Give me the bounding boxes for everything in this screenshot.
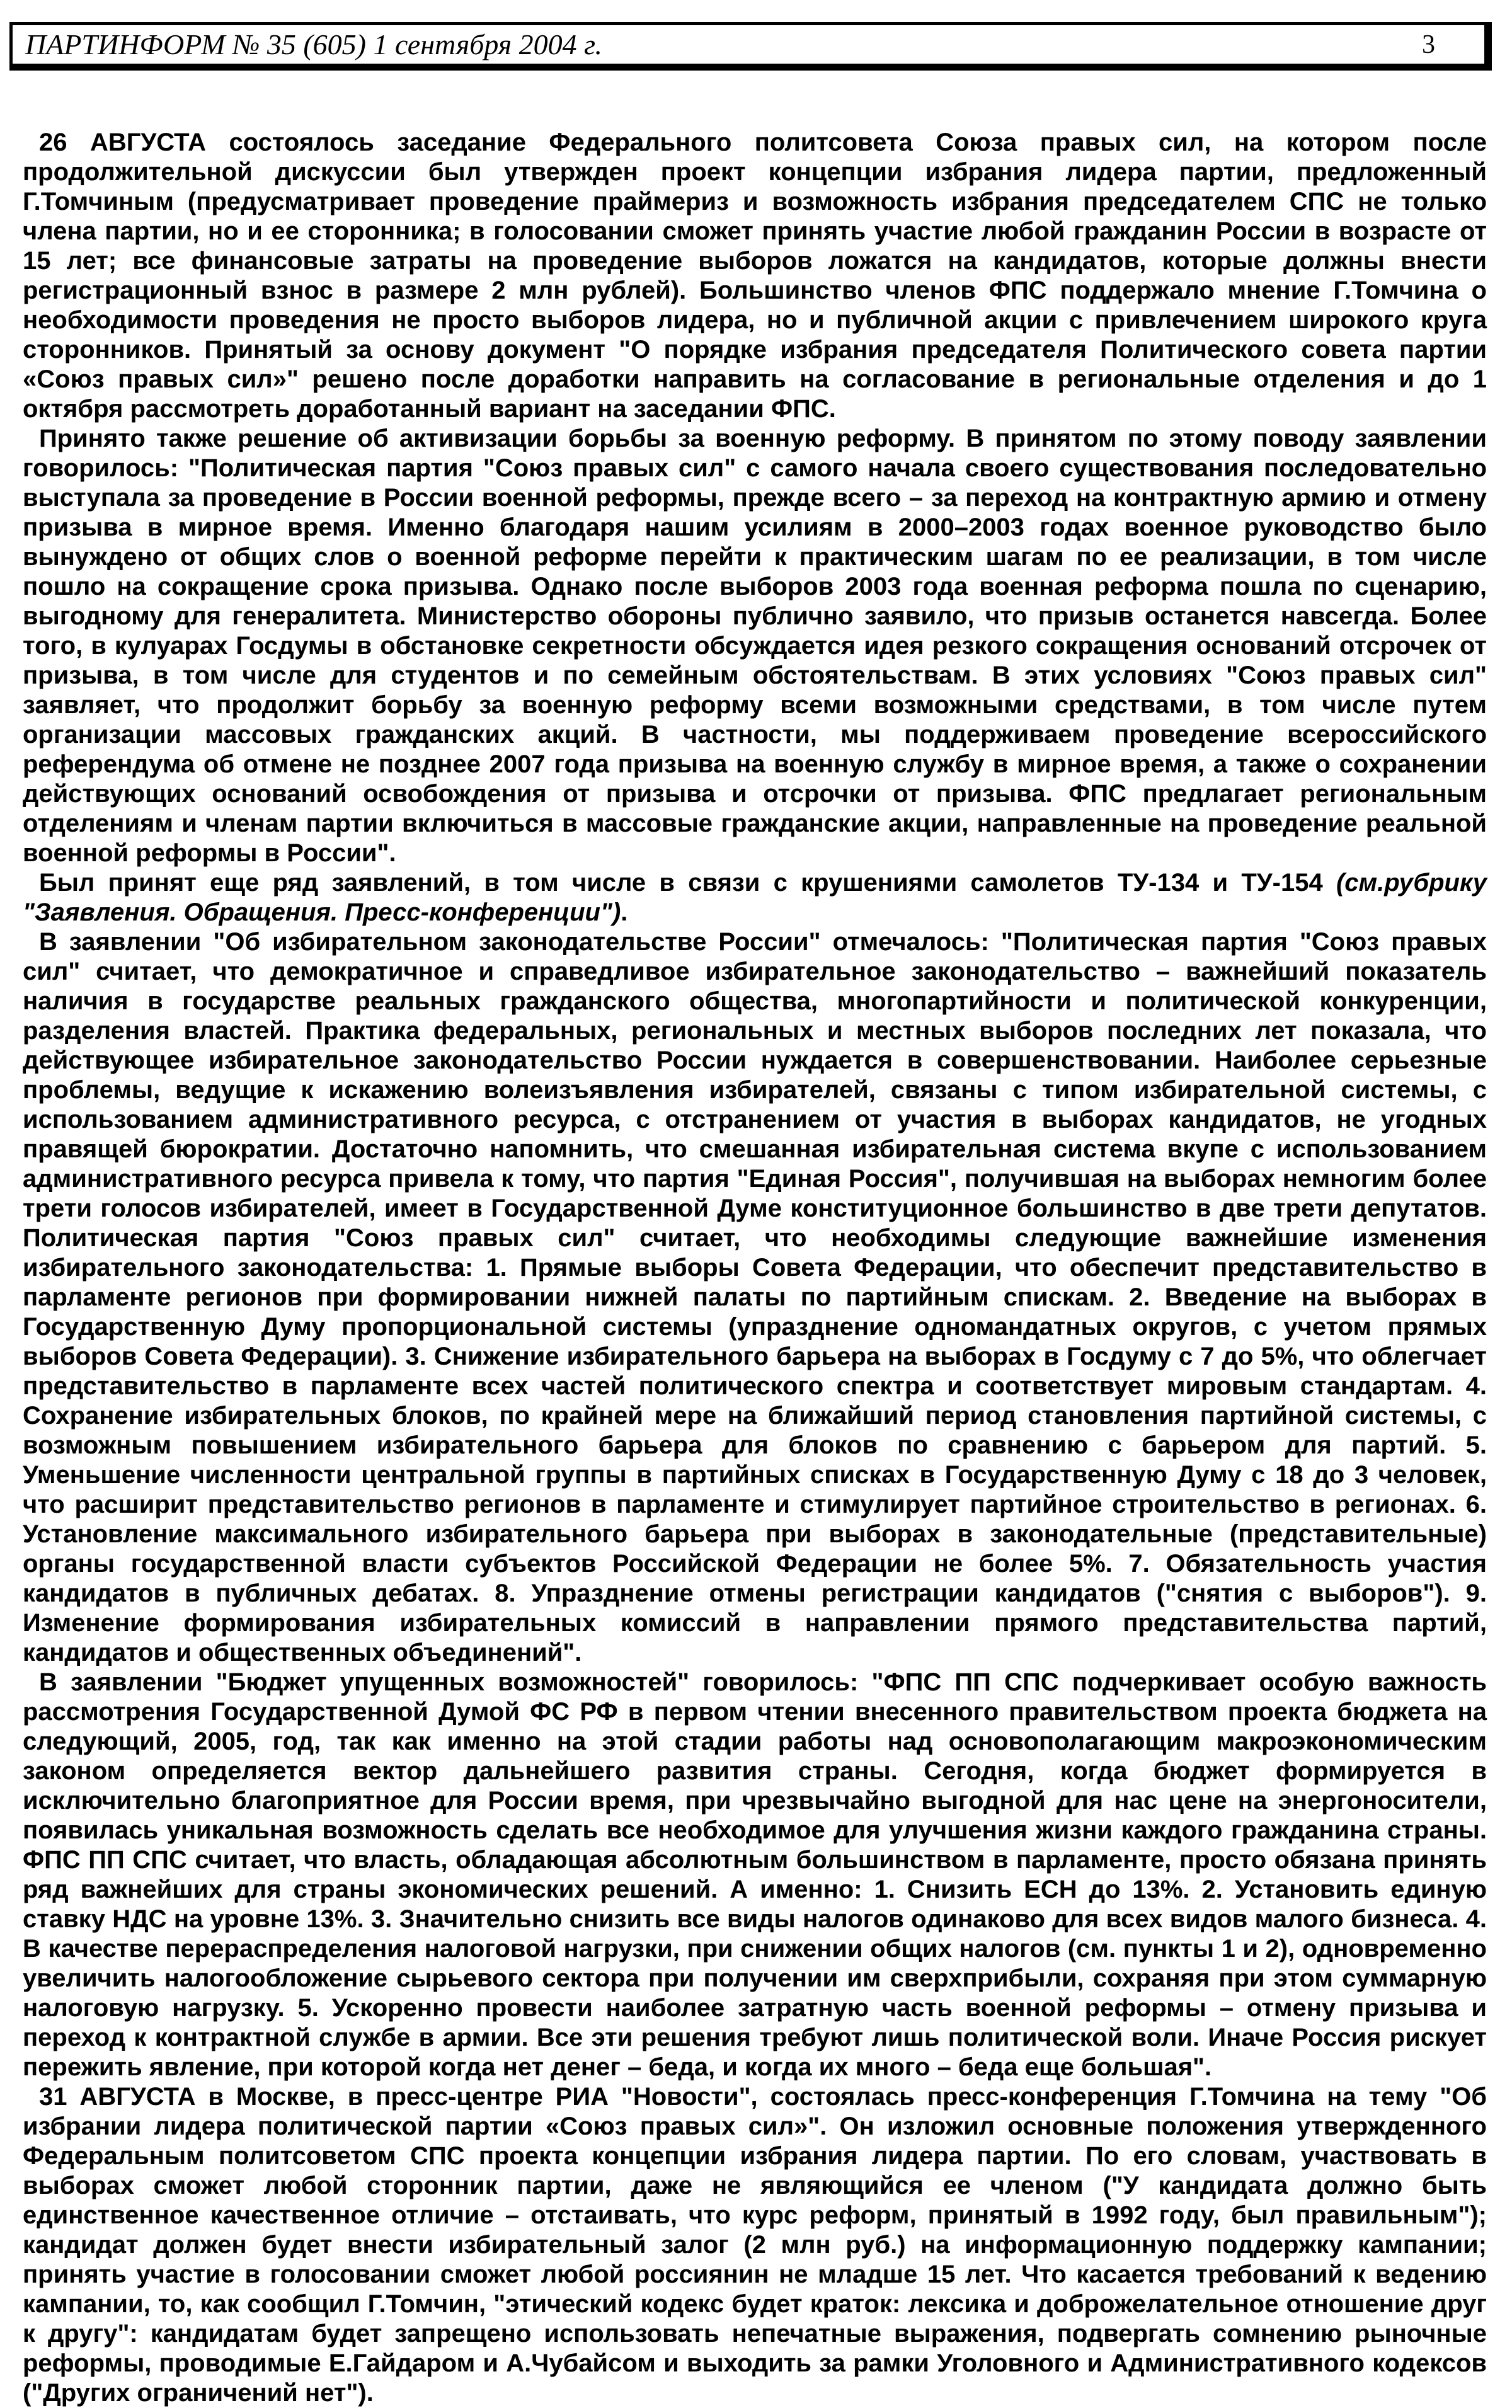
paragraph-budget-statement: В заявлении "Бюджет упущенных возможностей" говорилось: "ФПС ПП СПС подчеркивает особую важность рассмотрения Государственной Думой ФС РФ в первом чтении внесенного правительством проекта бюджета на следующий, 2005, год, так как именно на этой стадии работы над основополагающим макроэкономическим законом определяется вектор дальнейшего развития страны. Сегодня, когда бюджет формируется в исключительно благоприятное для России время, при чрезвычайно выгодной для нас цене на энергоносители, появилась уникальная возможность сделать все необходимое для улучшения жизни каждого гражданина страны. ФПС ПП СПС считает, что власть, обладающая абсолютным большинством в парламенте, просто обязана принять ряд важнейших для страны экономических решений. А именно: 1. Снизить ЕСН до 13%. 2. Установить единую ставку НДС на уровне 13%. 3. Значительно снизить все виды налогов одинаково для всех видов малого бизнеса. 4. В качестве перераспределения налоговой нагрузки, при снижении общих налогов (см. пункты 1 и 2), одновременно увеличить налогообложение сырьевого сектора при получении им сверхприбыли, сохраняя при этом суммарную налоговую нагрузку. 5. Ускоренно провести наиболее затратную часть военной реформы – отмену призыва и переход к контрактной службе в армии. Все эти решения требуют лишь политической воли. Иначе Россия рискует пережить явление, при которой когда нет денег – беда, и когда их много – беда еще большая". bbox=[23, 1668, 1487, 2081]
paragraph-other-statements-period: . bbox=[621, 898, 628, 926]
paragraph-press-conference: 31 АВГУСТА в Москве, в пресс-центре РИА "Новости", состоялась пресс-конференция Г.Томчина на тему "Об избрании лидера политической партии «Союз правых сил»". Он изложил основные положения утвержденного Федеральным политсоветом СПС проекта концепции избрания лидера партии. По его словам, участвовать в выборах сможет любой сторонник партии, даже не являющийся ее членом ("У кандидата должно быть единственное качественное отличие – отстаивать, что курс реформ, принятый в 1992 году, был правильным"); кандидат должен будет внести избирательный залог (2 млн руб.) на информационную поддержку кампании; принять участие в голосовании сможет любой россиянин не младше 15 лет. Что касается требований к ведению кампании, то, как сообщил Г.Томчин, "этический кодекс будет краток: лексика и доброжелательное отношение друг к другу": кандидатам будет запрещено использовать непечатные выражения, подвергать сомнению рыночные реформы, проводимые Е.Гайдаром и А.Чубайсом и выходить за рамки Уголовного и Административного кодексов ("Других ограничений нет"). bbox=[23, 2083, 1487, 2407]
paragraph-fps-session: 26 АВГУСТА состоялось заседание Федерального политсовета Союза правых сил, на котором после продолжительной дискуссии был утвержден проект концепции избрания лидера партии, предложенный Г.Томчиным (предусматривает проведение праймериз и возможность избрания председателем СПС не только члена партии, но и ее сторонника; в голосовании сможет принять участие любой гражданин России в возрасте от 15 лет; все финансовые затраты на проведение выборов ложатся на кандидатов, которые должны внести регистрационный взнос в размере 2 млн рублей). Большинство членов ФПС поддержало мнение Г.Томчина о необходимости проведения не просто выборов лидера, но и публичной акции с привлечением широкого круга сторонников. Принятый за основу документ "О порядке избрания председателя Политического совета партии «Союз правых сил»" решено после доработки направить на согласование в региональные отделения и до 1 октября рассмотреть доработанный вариант на заседании ФПС. bbox=[23, 129, 1487, 423]
paragraph-military-reform: Принято также решение об активизации борьбы за военную реформу. В принятом по этому поводу заявлении говорилось: "Политическая партия "Союз правых сил" с самого начала своего существования последовательно выступала за проведение в России военной реформы, прежде всего – за переход на контрактную армию и отмену призыва в мирное время. Именно благодаря нашим усилиям в 2000–2003 годах военное руководство было вынуждено от общих слов о военной реформе перейти к практическим шагам по ее реализации, в том числе пошло на сокращение срока призыва. Однако после выборов 2003 года военная реформа пошла по сценарию, выгодному для генералитета. Министерство обороны публично заявило, что призыв останется навсегда. Более того, в кулуарах Госдумы в обстановке секретности обсуждается идея резкого сокращения оснований отсрочек от призыва, в том числе для студентов и по семейным обстоятельствам. В этих условиях "Союз правых сил" заявляет, что продолжит борьбу за военную реформу всеми возможными средствами, в том числе путем организации массовых гражданских акций. В частности, мы поддерживаем проведение всероссийского референдума об отмене не позднее 2007 года призыва на военную службу в мирное время, а также о сохранении действующих оснований освобождения от призыва и отсрочки от призыва. ФПС предлагает региональным отделениям и членам партии включиться в массовые гражданские акции, направленные на проведение реальной военной реформы в России". bbox=[23, 425, 1487, 867]
page-header bbox=[9, 22, 1492, 71]
paragraph-electoral-law: В заявлении "Об избирательном законодательстве России" отмечалось: "Политическая партия "Союз правых сил" считает, что демократичное и справедливое избирательное законодательство – важнейший показатель наличия в государстве реальных гражданского общества, многопартийности и политической конкуренции, разделения властей. Практика федеральных, региональных и местных выборов последних лет показала, что действующее избирательное законодательство России нуждается в совершенствовании. Наиболее серьезные проблемы, ведущие к искажению волеизъявления избирателей, связаны с типом избирательной системы, с использованием административного ресурса, с отстранением от участия в выборах кандидатов, не угодных правящей бюрократии. Достаточно напомнить, что смешанная избирательная система вкупе с использованием административного ресурса привела к тому, что партия "Единая Россия", получившая на выборах немногим более трети голосов избирателей, имеет в Государственной Думе конституционное большинство в две трети депутатов. Политическая партия "Союз правых сил" считает, что необходимы следующие важнейшие изменения избирательного законодательства: 1. Прямые выборы Совета Федерации, что обеспечит представительство в парламенте регионов при формировании нижней палаты по партийным спискам. 2. Введение на выборах в Государственную Думу пропорциональной системы (упразднение одномандатных округов, с учетом прямых выборов Совета Федерации). 3. Снижение избирательного барьера на выборах в Госдуму с 7 до 5%, что облегчает представительство в парламенте всех частей политического спектра и соответствует мировым стандартам. 4. Сохранение избирательных блоков, по крайней мере на ближайший период становления партийной системы, с возможным повышением избирательного барьера для блоков по сравнению с барьером для партий. 5. Уменьшение численности центральной группы в партийных списках в Государственную Думу с 18 до 3 человек, что расширит представительство регионов в парламенте и стимулирует партийное строительство в регионах. 6. Установление максимального избирательного барьера при выборах в законодательные (представительные) органы государственной власти субъектов Российской Федерации не более 5%. 7. Обязательность участия кандидатов в публичных дебатах. 8. Упразднение отмены регистрации кандидатов ("снятия с выборов"). 9. Изменение формирования избирательных комиссий в направлении прямого представительства партий, кандидатов и общественных объединений". bbox=[23, 928, 1487, 1666]
article-body bbox=[23, 128, 1487, 2408]
page-number: 3 bbox=[1422, 30, 1435, 59]
newsletter-title: ПАРТИНФОРМ № 35 (605) 1 сентября 2004 г. bbox=[25, 28, 602, 60]
rubric-reference: (см.рубрику "Заявления. Обращения. Пресс-конференции") bbox=[23, 869, 1487, 926]
paragraph-other-statements-text: Был принят еще ряд заявлений, в том числе в связи с крушениями самолетов ТУ-134 и ТУ-154 bbox=[39, 869, 1336, 897]
paragraph-other-statements bbox=[23, 868, 1487, 927]
